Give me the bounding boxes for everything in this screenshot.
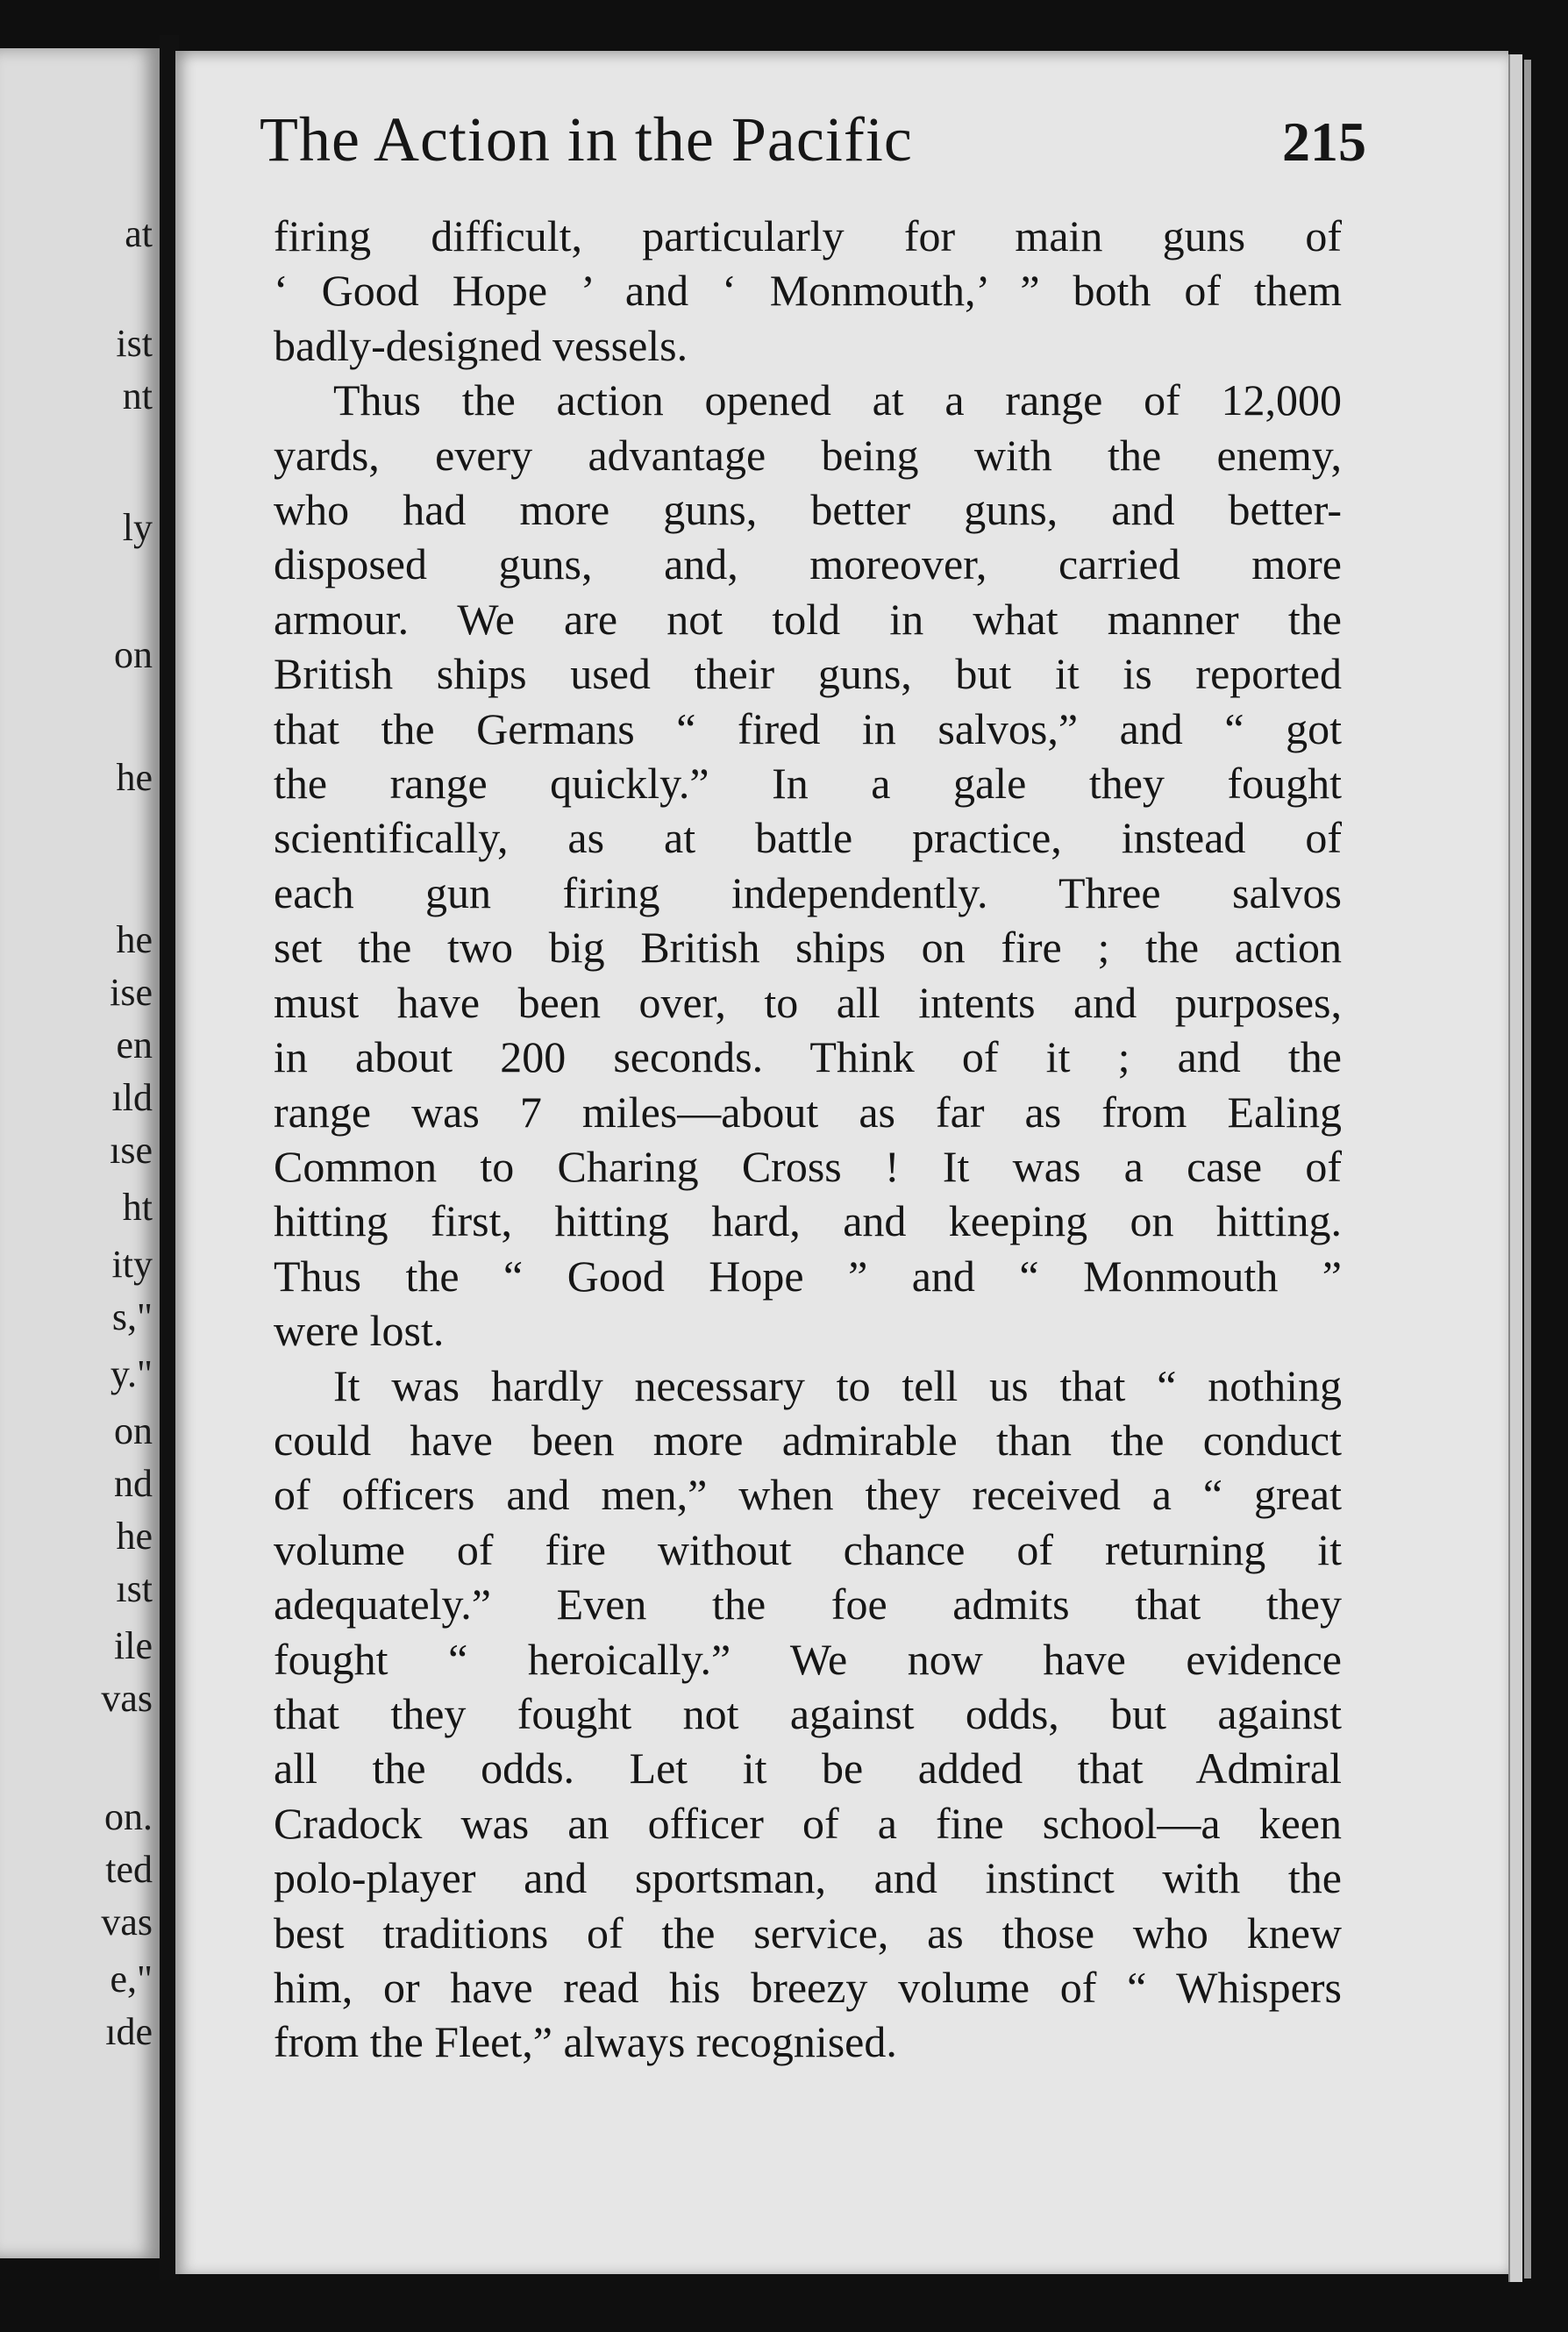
paragraph bbox=[274, 1359, 1342, 2070]
previous-page-text-fragment: ıld bbox=[111, 1076, 153, 1119]
previous-page-text-fragment: s," bbox=[111, 1295, 153, 1338]
text-line: him, or have read his breezy volume of “ Whispers bbox=[274, 1963, 1342, 2012]
previous-page-text-fragment: ise bbox=[110, 971, 153, 1014]
paragraph bbox=[274, 209, 1342, 373]
text-line: Thus the action opened at a range of 12,000 bbox=[333, 375, 1342, 425]
text-line: from the Fleet,” always recognised. bbox=[274, 2017, 897, 2067]
text-line: Thus the “ Good Hope ” and “ Monmouth ” bbox=[274, 1251, 1342, 1301]
text-line: of officers and men,” when they received a “ great bbox=[274, 1470, 1342, 1520]
text-line: badly-designed vessels. bbox=[274, 320, 688, 370]
text-line: adequately.” Even the foe admits that they bbox=[274, 1580, 1342, 1630]
page-header bbox=[260, 103, 1366, 182]
text-line: hitting first, hitting hard, and keeping on hitting. bbox=[274, 1196, 1342, 1246]
text-line: armour. We are not told in what manner the bbox=[274, 594, 1342, 644]
previous-page-text-fragment: ıst bbox=[116, 1567, 153, 1610]
text-line: could have been more admirable than the conduct bbox=[274, 1415, 1342, 1465]
text-line: best traditions of the service, as those who knew bbox=[274, 1908, 1342, 1958]
text-line: the range quickly.” In a gale they fought bbox=[274, 759, 1342, 809]
previous-page-text-fragment: he bbox=[116, 1515, 153, 1558]
text-line: ‘ Good Hope ’ and ‘ Monmouth,’ ” both of them bbox=[274, 266, 1342, 316]
previous-page-text-fragment: ıde bbox=[105, 2010, 153, 2053]
previous-page-text-fragment: on bbox=[114, 1409, 153, 1452]
previous-page-text-fragment: y." bbox=[110, 1352, 153, 1395]
previous-page-text-fragment: ist bbox=[116, 322, 153, 365]
previous-page-text-fragment: ity bbox=[111, 1243, 153, 1286]
text-line: polo-player and sportsman, and instinct with the bbox=[274, 1853, 1342, 1903]
page-number: 215 bbox=[1282, 111, 1366, 173]
previous-page-text-fragment: vas bbox=[101, 1677, 153, 1720]
previous-page-text-fragment: on. bbox=[104, 1795, 153, 1838]
text-line: yards, every advantage being with the enemy, bbox=[274, 430, 1342, 480]
text-line: all the odds. Let it be added that Admiral bbox=[274, 1744, 1342, 1794]
text-line: Common to Charing Cross ! It was a case of bbox=[274, 1141, 1342, 1191]
page-edge-right bbox=[1508, 54, 1522, 2282]
text-line: were lost. bbox=[274, 1306, 445, 1356]
text-line: range was 7 miles—about as far as from Ealing bbox=[274, 1087, 1342, 1137]
text-line: each gun firing independently. Three salvos bbox=[274, 867, 1342, 917]
previous-page-text-fragment: on bbox=[114, 633, 153, 676]
text-line: set the two big British ships on fire ; the action bbox=[274, 923, 1342, 973]
text-line: firing difficult, particularly for main guns of bbox=[274, 211, 1342, 260]
previous-page-text-fragment: ted bbox=[105, 1848, 153, 1891]
text-line: that the Germans “ fired in salvos,” and “ got bbox=[274, 703, 1342, 753]
text-line: in about 200 seconds. Think of it ; and the bbox=[274, 1032, 1342, 1082]
text-line: volume of fire without chance of returning it bbox=[274, 1524, 1342, 1574]
text-line: who had more guns, better guns, and better- bbox=[274, 485, 1342, 535]
text-line: It was hardly necessary to tell us that “ nothing bbox=[333, 1360, 1342, 1410]
text-line: Cradock was an officer of a fine school—a keen bbox=[274, 1798, 1342, 1848]
previous-page-text-fragment: nd bbox=[114, 1462, 153, 1505]
previous-page-text-fragment: he bbox=[116, 918, 153, 961]
text-line: British ships used their guns, but it is reported bbox=[274, 649, 1342, 699]
previous-page-text-fragment: ht bbox=[122, 1186, 153, 1229]
page-stack-edge bbox=[1524, 60, 1531, 2279]
running-title: The Action in the Pacific bbox=[260, 104, 913, 175]
previous-page-text-fragment: ile bbox=[114, 1624, 153, 1667]
previous-page-edge bbox=[0, 48, 160, 2258]
text-line: that they fought not against odds, but against bbox=[274, 1688, 1342, 1738]
text-line: disposed guns, and, moreover, carried more bbox=[274, 539, 1342, 589]
text-line: must have been over, to all intents and purposes, bbox=[274, 977, 1342, 1027]
paragraph bbox=[274, 373, 1342, 1358]
previous-page-text-fragment: ly bbox=[122, 506, 153, 549]
previous-page-text-fragment: at bbox=[125, 212, 153, 255]
text-line: scientifically, as at battle practice, instead of bbox=[274, 813, 1342, 863]
previous-page-text-fragment: e," bbox=[110, 1958, 153, 2000]
previous-page-text-fragment: nt bbox=[122, 374, 153, 417]
previous-page-text-fragment: en bbox=[116, 1023, 153, 1066]
text-line: fought “ heroically.” We now have evidence bbox=[274, 1634, 1342, 1684]
previous-page-text-fragment: he bbox=[116, 756, 153, 799]
body-text bbox=[274, 209, 1342, 2070]
previous-page-text-fragment: vas bbox=[101, 1901, 153, 1943]
previous-page-text-fragment: ıse bbox=[110, 1129, 153, 1172]
